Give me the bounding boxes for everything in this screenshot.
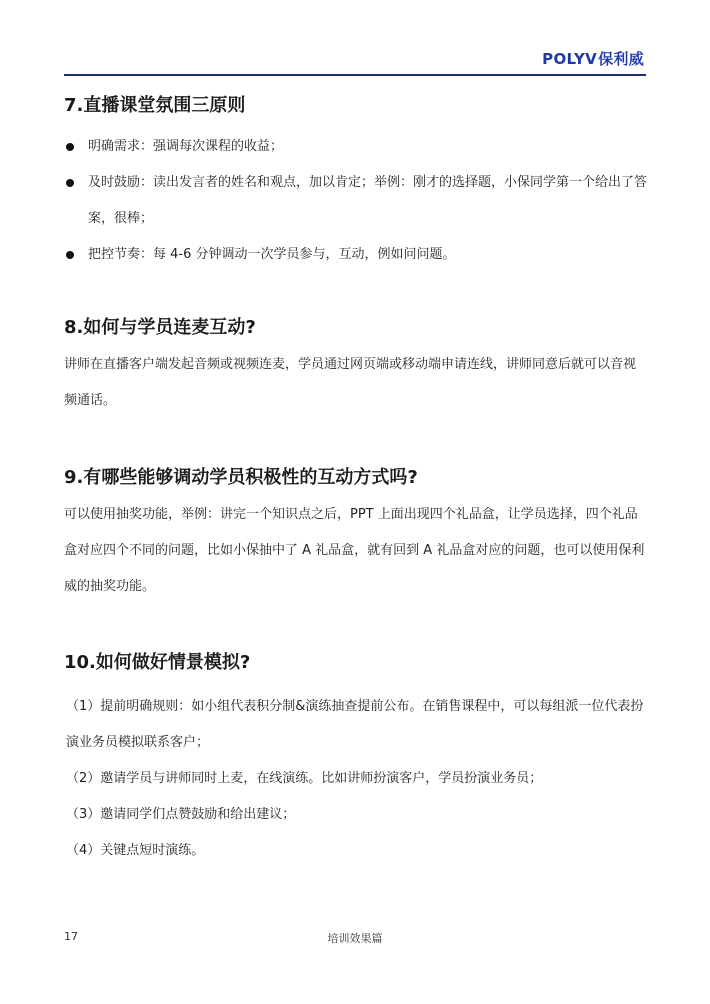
- bullet-icon: [66, 251, 74, 259]
- list-item: （1）提前明确规则：如小组代表积分制&演练抽查提前公布。在销售课程中，可以每组派一位代表扮演业务员模拟联系客户；: [66, 699, 644, 750]
- section-9: [64, 466, 648, 605]
- list-item: [64, 165, 648, 237]
- list-item: （3）邀请同学们点赞鼓励和给出建议；: [66, 807, 296, 822]
- section-10: [64, 651, 648, 869]
- page-number: 17: [64, 930, 78, 943]
- section-8: [64, 316, 648, 419]
- footer-title: 培训效果篇: [327, 932, 383, 945]
- section-9-title: 9.有哪些能够调动学员积极性的互动方式吗?: [64, 467, 418, 488]
- list-item: [64, 237, 648, 273]
- section-7-title: 7.直播课堂氛围三原则: [64, 95, 246, 116]
- list-item-text: 明确需求：强调每次课程的收益；: [88, 139, 284, 154]
- list-item: （4）关键点短时演练。: [66, 843, 205, 858]
- list-item: （2）邀请学员与讲师同时上麦，在线演练。比如讲师扮演客户，学员扮演业务员；: [66, 771, 543, 786]
- header-divider: [64, 74, 646, 76]
- polyv-logo: [542, 48, 644, 69]
- section-10-title: 10.如何做好情景模拟?: [64, 652, 251, 673]
- logo-latin: POLYV: [542, 49, 598, 68]
- section-9-body: 可以使用抽奖功能，举例：讲完一个知识点之后，PPT 上面出现四个礼品盒，让学员选择，四个礼品盒对应四个不同的问题，比如小保抽中了 A 礼品盒，就有回到 A 礼品盒对应的问题，也可以使用保利威的抽奖功能。: [64, 507, 645, 594]
- list-item-text: 把控节奏：每 4-6 分钟调动一次学员参与，互动，例如问问题。: [88, 247, 456, 262]
- bullet-icon: [66, 179, 74, 187]
- bullet-icon: [66, 143, 74, 151]
- section-10-list: [64, 689, 648, 869]
- list-item: [64, 129, 648, 165]
- section-7: [64, 94, 648, 273]
- section-8-body: 讲师在直播客户端发起音频或视频连麦，学员通过网页端或移动端申请连线，讲师同意后就可以音视频通话。: [64, 357, 637, 408]
- section-8-title: 8.如何与学员连麦互动?: [64, 317, 256, 338]
- logo-cn: 保利威: [598, 50, 644, 68]
- list-item-text: 及时鼓励：读出发言者的姓名和观点，加以肯定；举例：刚才的选择题，小保同学第一个给出了答案，很棒；: [88, 175, 648, 226]
- section-7-list: [64, 129, 648, 273]
